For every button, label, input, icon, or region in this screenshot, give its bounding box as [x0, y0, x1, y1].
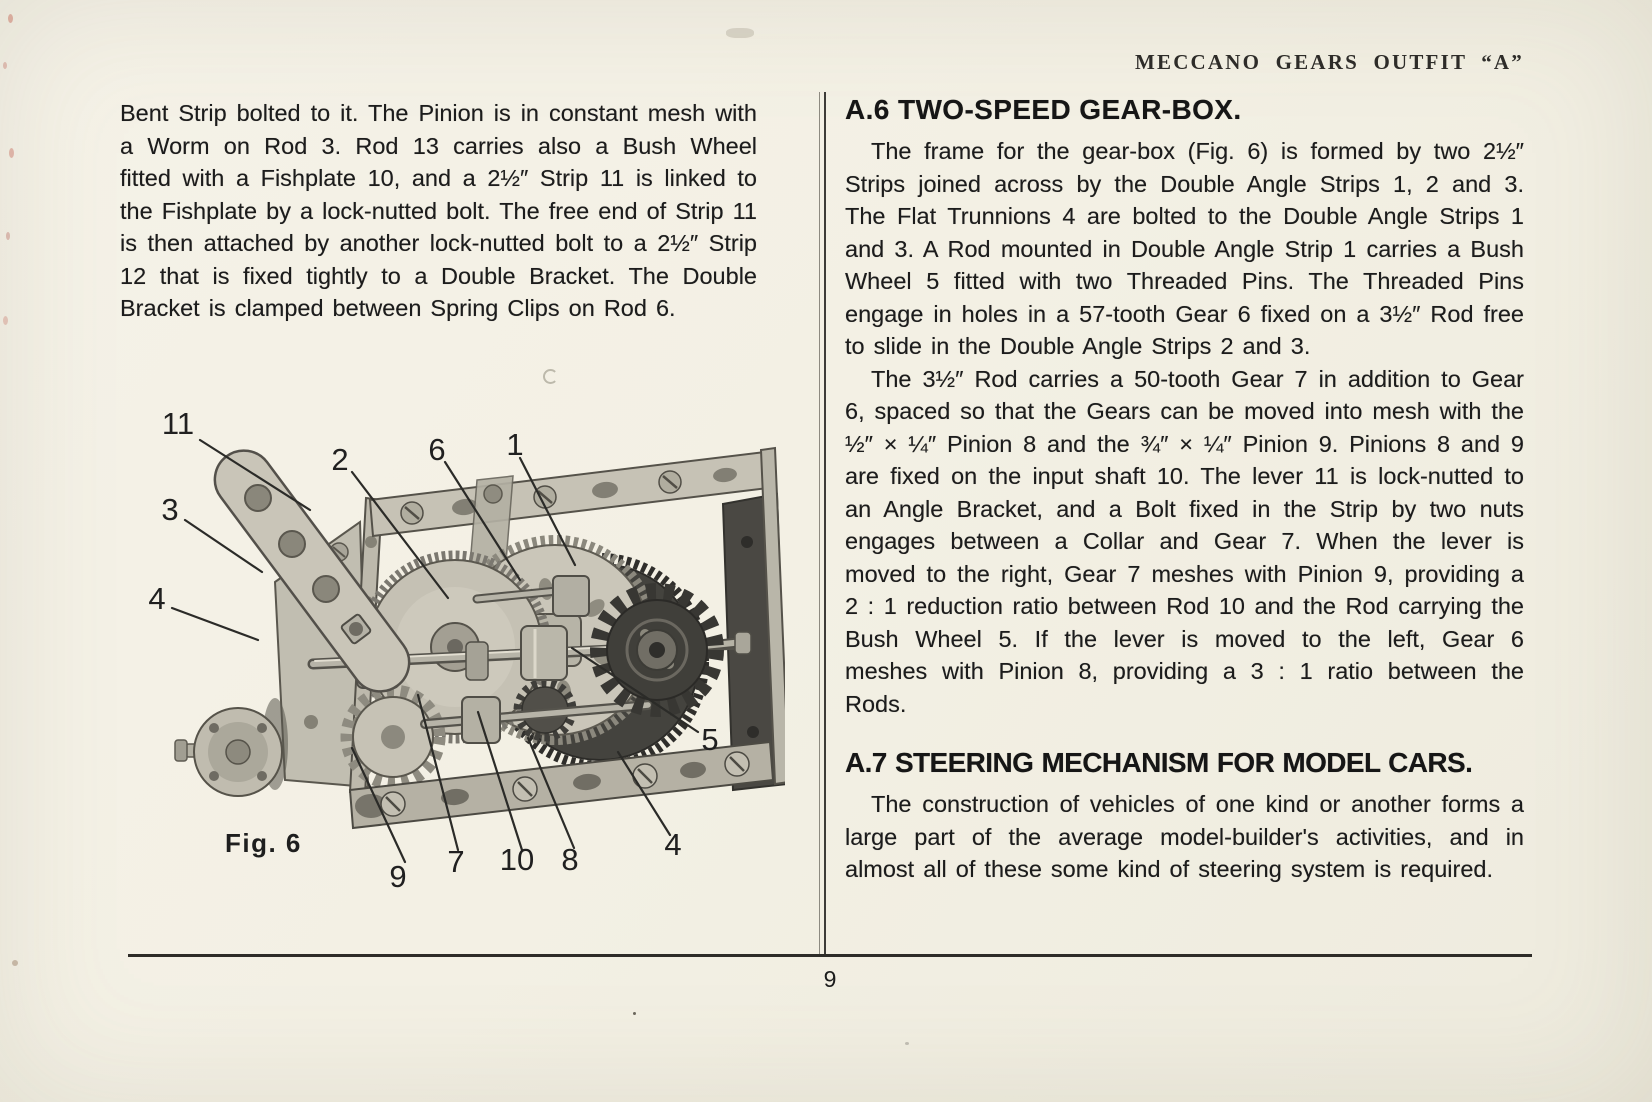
callout-5: 5 — [701, 722, 719, 757]
callout-4-right: 4 — [664, 827, 682, 862]
scan-speck — [633, 1012, 636, 1015]
scan-smudge — [543, 369, 558, 384]
page-header: MECCANO GEARS OUTFIT “A” — [1134, 50, 1524, 74]
callout-4-left: 4 — [148, 581, 166, 616]
callout-2: 2 — [331, 442, 349, 477]
callout-8: 8 — [561, 842, 579, 877]
scan-speck — [6, 232, 10, 240]
scan-speck — [3, 316, 8, 325]
callout-10: 10 — [499, 842, 535, 877]
section-a7-paragraph-1: The construction of vehicles of one kind or another forms a large part of the average model-builder's activities, and in almost all of these some kind of steering system is required. — [845, 791, 1524, 883]
scan-smudge — [726, 28, 754, 38]
section-a6-heading: A.6 TWO-SPEED GEAR-BOX. — [845, 94, 1242, 125]
callout-6: 6 — [428, 432, 446, 467]
callout-9: 9 — [389, 859, 407, 894]
gearbox-illustration — [125, 392, 785, 912]
callout-11: 11 — [161, 406, 195, 441]
callout-3: 3 — [161, 492, 179, 527]
section-a7-heading: A.7 STEERING MECHANISM FOR MODEL CARS. — [845, 747, 1473, 779]
column-divider — [819, 92, 826, 954]
scan-speck — [12, 960, 18, 966]
right-column — [845, 94, 1524, 886]
callout-1: 1 — [506, 427, 524, 462]
footer-rule — [128, 954, 1532, 957]
scan-speck — [9, 148, 14, 158]
scan-speck — [3, 62, 7, 69]
figure-caption: Fig. 6 — [225, 828, 302, 858]
section-a6-paragraph-1: The frame for the gear-box (Fig. 6) is formed by two 2½″ Strips joined across by the Double Angle Strips 1, 2 and 3. The Flat Trunnions 4 are bolted to the Double Angle Strips 1 and 3. A Rod mounted in Double Angle Strip 1 carries a Bush Wheel 5 fitted with two Threaded Pins. The Threaded Pins engage in holes in a 57-tooth Gear 6 fixed on a 3½″ Rod free to slide in the Double Angle Strips 2 and 3. — [845, 138, 1524, 360]
left-column-paragraph: Bent Strip bolted to it. The Pinion is in constant mesh with a Worm on Rod 3. Rod 13 carries also a Bush Wheel fitted with a Fishplate 10, and a 2½″ Strip 11 is linked to the Fishplate by a lock-nutted bolt. The free end of Strip 11 is then attached by another lock-nutted bolt to a 2½″ Strip 12 that is fixed tightly to a Double Bracket. The Double Bracket is clamped between Spring Clips on Rod 6. — [120, 100, 757, 321]
callout-7: 7 — [447, 844, 465, 879]
scan-speck — [905, 1042, 909, 1045]
scan-speck — [8, 14, 13, 23]
page-number: 9 — [823, 966, 837, 992]
flat-trunnion-right — [723, 448, 785, 790]
flanged-wheel — [175, 698, 288, 796]
figure-6 — [125, 392, 785, 912]
section-a6-paragraph-2: The 3½″ Rod carries a 50-tooth Gear 7 in addition to Gear 6, spaced so that the Gears can be moved into mesh with the ½″ × ¼″ Pinion 8 and the ¾″ × ¼″ Pinion 9. Pinions 8 and 9 are fixed on the input shaft 10. The lever 11 is lock-nutted to an Angle Bracket, and a Bolt fixed in the Strip by two nuts engages between a Collar and Gear 7. When the lever is moved to the right, Gear 7 meshes with Pinion 9, providing a 2 : 1 reduction ratio between Rod 10 and the Rod carrying the Bush Wheel 5. If the lever is moved to the left, Gear 6 meshes with Pinion 8, providing a 3 : 1 ratio between the Rods. — [845, 365, 1524, 717]
